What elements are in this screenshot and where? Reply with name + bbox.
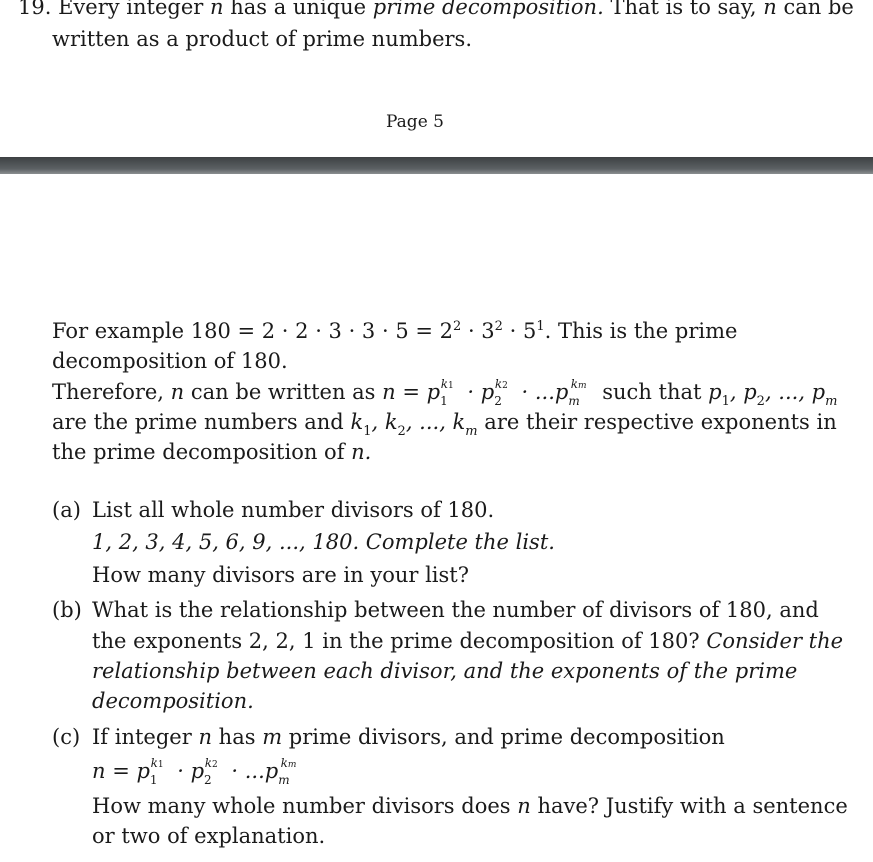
part-c-text: How many whole number divisors does: [92, 794, 511, 818]
part-b-emphasis: relationship between each divisor, and the exponents of the prime: [92, 659, 798, 683]
formula: $n = p_1^{k1} \cdot p_2^{k2} \cdot ...p_m^{km}$: [382, 377, 587, 408]
header-text: written as a product of prime numbers.: [52, 27, 472, 51]
intro-text: decomposition of 180.: [52, 349, 288, 373]
intro-line-2: [52, 346, 288, 376]
page-number: Page 5: [386, 112, 444, 132]
intro-text: such that: [602, 380, 702, 404]
part-b-emphasis: decomposition.: [92, 689, 254, 713]
divisor-list: 1, 2, 3, 4, 5, 6, 9, ..., 180. Complete the list.: [92, 530, 555, 554]
part-c-text: If integer: [92, 725, 192, 749]
var-n: n: [170, 380, 185, 404]
intro-text: are the prime numbers and: [52, 410, 344, 434]
part-c-line-4: or two of explanation.: [92, 824, 326, 848]
exponent: 1: [536, 319, 545, 334]
intro-line-1: [52, 316, 737, 346]
part-c-text: prime divisors, and prime decomposition: [288, 725, 725, 749]
part-c-label: (c): [52, 725, 81, 749]
part-a-line-1: List all whole number divisors of 180.: [92, 498, 495, 522]
header-text: That is to say,: [610, 0, 757, 19]
header-text: can be: [783, 0, 854, 19]
part-a-line-3: How many divisors are in your list?: [92, 563, 469, 587]
part-b-emphasis: Consider the: [706, 629, 844, 653]
question-number: 19.: [18, 0, 52, 19]
part-a-line-2: [92, 527, 555, 557]
part-c-line-1: [92, 722, 725, 752]
intro-line-4: [52, 407, 837, 441]
part-c-text: have? Justify with a sentence: [537, 794, 848, 818]
intro-text: · 3: [461, 319, 495, 343]
exponent: 2: [494, 319, 503, 334]
part-a-label: (a): [52, 498, 81, 522]
prime-list: $p_1$, $p_2$, ..., $p_m$: [708, 380, 838, 409]
intro-text: the prime decomposition of: [52, 440, 345, 464]
exponent: 2: [453, 319, 462, 334]
page-divider: [0, 157, 873, 174]
part-c-line-3: [92, 791, 848, 821]
intro-text: For example 180 = 2 · 2 · 3 · 3 · 5 = 2: [52, 319, 453, 343]
var-n: n: [198, 725, 212, 749]
var-n: n: [763, 0, 777, 19]
part-b-line-2: [92, 626, 843, 656]
intro-text: are their respective exponents in: [484, 410, 837, 434]
var-n: n: [517, 794, 531, 818]
intro-text: can be written as: [190, 380, 376, 404]
part-c-text: has: [218, 725, 256, 749]
header-text: Every integer: [58, 0, 204, 19]
exponent-list: $k_1$, $k_2$, ..., $k_m$: [350, 410, 478, 439]
intro-text: . This is the prime: [544, 319, 738, 343]
question-line-1: [18, 0, 854, 22]
header-text: has a unique: [230, 0, 367, 19]
part-b-line-4: [92, 686, 254, 716]
intro-text: Therefore,: [52, 380, 164, 404]
var-n: n: [210, 0, 224, 19]
part-b-text: the exponents 2, 2, 1 in the prime decomposition of 180?: [92, 629, 700, 653]
header-emphasis: prime decomposition.: [372, 0, 604, 19]
part-b-line-3: [92, 656, 797, 686]
intro-line-5: [52, 437, 371, 467]
question-line-2: [52, 24, 472, 54]
intro-text: · 5: [502, 319, 537, 343]
var-n: n.: [351, 440, 372, 464]
part-b-line-1: What is the relationship between the number of divisors of 180, and: [92, 598, 819, 622]
var-m: m: [262, 725, 283, 749]
part-b-label: (b): [52, 598, 82, 622]
part-c-formula: $n = p_1^{k1} \cdot p_2^{k2} \cdot ...p_m^{km}$: [92, 756, 297, 787]
